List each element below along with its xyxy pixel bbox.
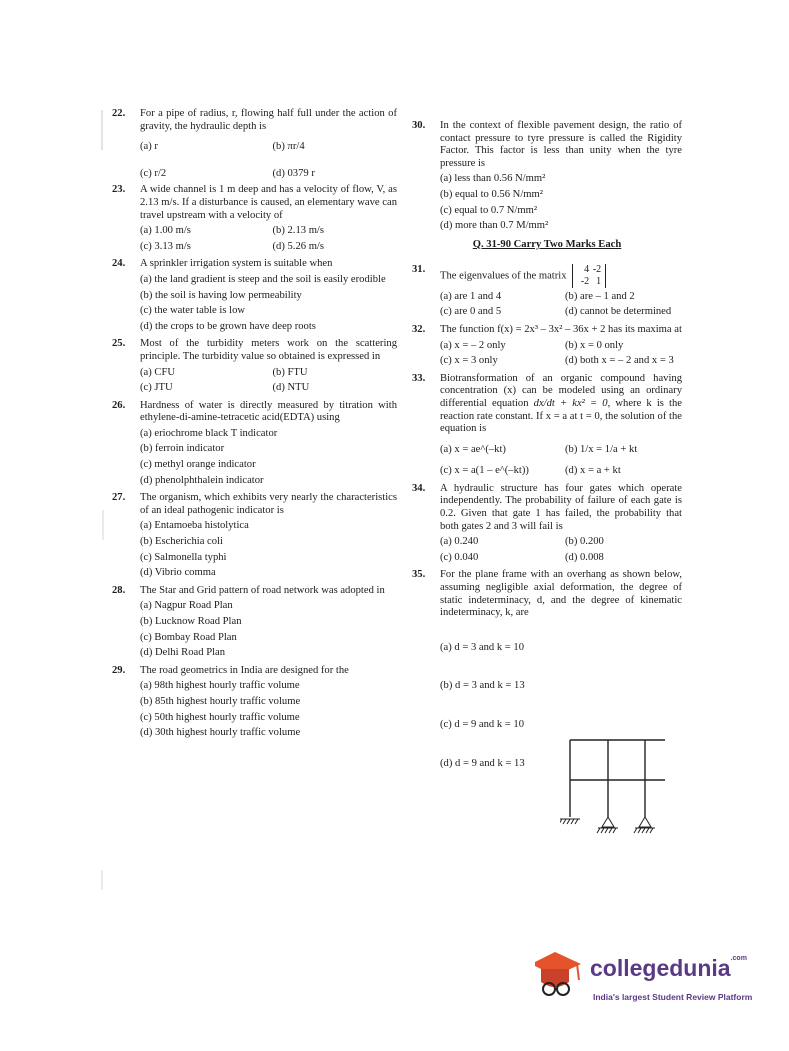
question-32 xyxy=(412,324,682,368)
question-text: The Star and Grid pattern of road network was adopted in xyxy=(140,584,385,596)
option-c: (c) equal to 0.7 N/mm² xyxy=(440,204,538,216)
option-a: (a) are 1 and 4 xyxy=(440,290,502,302)
question-30 xyxy=(412,120,682,233)
option-b: (b) x = 0 only xyxy=(565,339,624,351)
question-number: 24. xyxy=(112,258,126,270)
question-number: 22. xyxy=(112,108,126,119)
option-d: (d) phenolphthalein indicator xyxy=(140,474,264,486)
question-text: In the context of flexible pavement design, the ratio of contact pressure to tyre pressure is called the Rigidity Factor. This factor is less than unity when the tyre pressure is xyxy=(440,120,682,169)
option-d: (d) more than 0.7 M/mm² xyxy=(440,220,549,232)
option-b: (b) 0.200 xyxy=(565,536,604,548)
option-d: (d) 0.008 xyxy=(565,551,604,563)
matrix-cell: -2 xyxy=(592,263,602,275)
question-number: 31. xyxy=(412,263,426,275)
question-number: 32. xyxy=(412,323,426,335)
question-text: Most of the turbidity meters work on the scattering principle. The turbidity value so obtained is expressed in xyxy=(140,338,397,362)
question-text: A sprinkler irrigation system is suitable when xyxy=(140,258,333,270)
question-text: Biotransformation of an organic compound having concentration (x) can be modeled using an ordinary differential equation xyxy=(440,372,682,409)
option-d: (d) d = 9 and k = 13 xyxy=(440,757,525,769)
question-number: 23. xyxy=(112,184,126,196)
option-c: (c) the water table is low xyxy=(140,305,246,317)
question-text: Hardness of water is directly measured by titration with ethylene-di-amine-tetracetic acid(EDTA) using xyxy=(140,399,397,424)
question-25 xyxy=(112,338,397,394)
option-a: (a) r xyxy=(140,141,158,153)
option-d: (d) cannot be determined xyxy=(565,306,672,318)
question-33 xyxy=(412,373,682,478)
question-text: The function f(x) = 2x³ – 3x² – 36x + 2 has its maxima at xyxy=(440,323,682,335)
option-c: (c) 3.13 m/s xyxy=(140,240,191,252)
option-c: (c) methyl orange indicator xyxy=(140,459,256,471)
question-34 xyxy=(412,483,682,565)
question-text: For a pipe of radius, r, flowing half full under the action of gravity, the hydraulic depth is xyxy=(140,108,397,132)
option-d: (d) Vibrio comma xyxy=(140,567,216,579)
matrix xyxy=(572,264,606,288)
question-number: 33. xyxy=(412,372,426,384)
question-number: 25. xyxy=(112,338,126,350)
right-column xyxy=(412,120,682,775)
option-b: (b) d = 3 and k = 13 xyxy=(440,680,525,692)
option-c: (c) 0.040 xyxy=(440,551,479,563)
matrix-cell: 4 xyxy=(584,263,590,275)
option-a: (a) CFU xyxy=(140,366,176,378)
matrix-cell: -2 xyxy=(580,275,590,287)
question-26 xyxy=(112,400,397,488)
option-b: (b) ferroin indicator xyxy=(140,443,225,455)
differential-equation: dx/dt + kx² = 0 xyxy=(533,397,608,409)
question-24 xyxy=(112,258,397,333)
question-number: 29. xyxy=(112,664,126,676)
option-c: (c) JTU xyxy=(140,382,173,394)
question-text: The road geometrics in India are designed for the xyxy=(140,664,349,676)
option-d: (d) 30th highest hourly traffic volume xyxy=(140,727,301,739)
question-number: 26. xyxy=(112,399,126,411)
option-b: (b) the soil is having low permeability xyxy=(140,289,302,301)
option-a: (a) the land gradient is steep and the soil is easily erodible xyxy=(140,273,386,285)
option-b: (b) FTU xyxy=(272,366,308,378)
option-b: (b) equal to 0.56 N/mm² xyxy=(440,188,543,200)
section-heading: Q. 31-90 Carry Two Marks Each xyxy=(472,238,622,250)
question-text: The organism, which exhibits very nearly the characteristics of an ideal pathogenic indicator is xyxy=(140,492,397,516)
plane-frame-diagram xyxy=(560,735,680,845)
pinned-supports xyxy=(597,817,655,833)
brand-tagline: India's largest Student Review Platform xyxy=(593,992,753,1002)
question-text: A hydraulic structure has four gates which operate independently. The probability of failure of each gate is 0.2. Given that gate 1 has failed, the probability that both gates 2 and 3 will fail is xyxy=(440,482,682,532)
question-31 xyxy=(412,264,682,319)
margin-scan-marks xyxy=(100,110,110,890)
option-c: (c) Salmonella typhi xyxy=(140,551,227,563)
option-d: (d) x = a + kt xyxy=(565,465,621,477)
option-b: (b) 85th highest hourly traffic volume xyxy=(140,695,301,707)
question-28 xyxy=(112,585,397,660)
option-a: (a) x = – 2 only xyxy=(440,339,506,351)
option-a: (a) 0.240 xyxy=(440,536,479,548)
option-a: (a) eriochrome black T indicator xyxy=(140,427,278,439)
question-number: 28. xyxy=(112,584,126,596)
option-b: (b) 2.13 m/s xyxy=(272,225,324,237)
brand-suffix: .com xyxy=(730,955,747,962)
option-a: (a) less than 0.56 N/mm² xyxy=(440,173,546,185)
question-27 xyxy=(112,492,397,580)
left-column xyxy=(112,108,397,745)
question-23 xyxy=(112,184,397,253)
option-d: (d) NTU xyxy=(272,382,310,394)
question-number: 35. xyxy=(412,569,426,581)
question-29 xyxy=(112,665,397,740)
option-b: (b) 1/x = 1/a + kt xyxy=(565,443,638,455)
matrix-cell: 1 xyxy=(596,275,602,287)
option-a: (a) Entamoeba histolytica xyxy=(140,520,249,532)
question-text-continued: , where k is the reaction rate constant. If x = a at t = 0, the solution of the equation is xyxy=(440,397,683,435)
question-number: 27. xyxy=(112,492,126,504)
option-c: (c) r/2 xyxy=(140,167,167,179)
question-22 xyxy=(112,108,397,180)
option-d: (d) Delhi Road Plan xyxy=(140,647,226,659)
option-c: (c) d = 9 and k = 10 xyxy=(440,719,525,730)
option-d: (d) both x = – 2 and x = 3 xyxy=(565,355,674,367)
option-b: (b) Escherichia coli xyxy=(140,536,223,548)
option-c: (c) x = 3 only xyxy=(440,355,498,367)
question-text: A wide channel is 1 m deep and has a velocity of flow, V, as 2.13 m/s. If a disturbance is caused, an elementary wave can travel upstream with a velocity of xyxy=(140,184,397,221)
option-a: (a) 1.00 m/s xyxy=(140,225,191,237)
question-number: 30. xyxy=(412,120,426,131)
option-a: (a) Nagpur Road Plan xyxy=(140,600,233,612)
brand-wordmark: collegedunia xyxy=(590,955,731,981)
question-text: For the plane frame with an overhang as shown below, assuming negligible axial deformation, the degree of static indeterminacy, d, and the degree of kinematic indeterminacy, k, are xyxy=(440,569,682,619)
option-b: (b) πr/4 xyxy=(272,141,305,153)
option-c: (c) Bombay Road Plan xyxy=(140,631,237,643)
option-d: (d) the crops to be grown have deep roots xyxy=(140,320,316,332)
option-d: (d) 0379 r xyxy=(272,167,315,179)
option-a: (a) d = 3 and k = 10 xyxy=(440,641,525,653)
fixed-supports xyxy=(560,819,580,824)
option-a: (a) x = ae^(–kt) xyxy=(440,443,506,455)
option-b: (b) Lucknow Road Plan xyxy=(140,616,242,627)
option-a: (a) 98th highest hourly traffic volume xyxy=(140,680,300,692)
question-number: 34. xyxy=(412,482,426,494)
option-d: (d) 5.26 m/s xyxy=(272,240,324,252)
option-b: (b) are – 1 and 2 xyxy=(565,290,635,302)
option-c: (c) are 0 and 5 xyxy=(440,306,502,318)
option-c: (c) x = a(1 – e^(–kt)) xyxy=(440,465,529,477)
question-text: The eigenvalues of the matrix xyxy=(440,270,567,282)
option-c: (c) 50th highest hourly traffic volume xyxy=(140,711,300,723)
brand-name xyxy=(590,955,747,982)
